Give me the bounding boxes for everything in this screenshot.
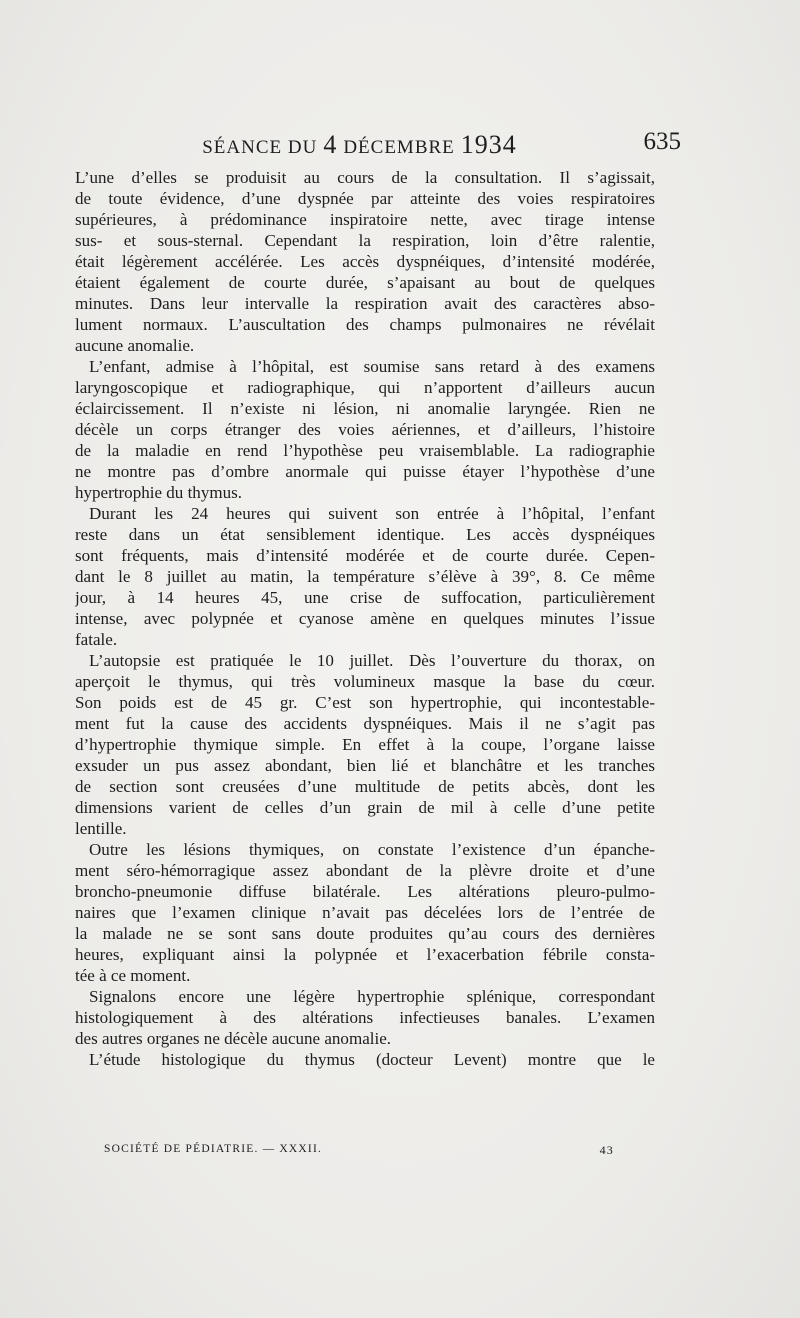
page-number: 635 [643,128,681,155]
body-text [75,167,655,1070]
text-line: étaient également de courte durée, s’apaisant au bout de quelques [75,273,655,292]
text-line: tée à ce moment. [75,966,191,985]
text-line: lentille. [75,819,127,838]
text-line: dant le 8 juillet au matin, la température s’élève à 39°, 8. Ce même [75,567,655,586]
footer-journal: SOCIÉTÉ DE PÉDIATRIE. — XXXII. [104,1143,323,1155]
text-line: Durant les 24 heures qui suivent son entrée à l’hôpital, l’enfant [89,504,655,523]
header-year: 1934 [460,130,517,159]
text-line: dimensions varient de celles d’un grain de mil à celle d’une petite [75,798,655,817]
text-line: Signalons encore une légère hypertrophie splénique, correspondant [89,987,655,1006]
text-line: reste dans un état sensiblement identique. Les accès dyspnéiques [75,525,655,544]
text-line: de section sont creusées d’une multitude de petits abcès, dont les [75,777,655,796]
text-line: d’hypertrophie thymique simple. En effet à la coupe, l’organe laisse [75,735,655,754]
footer-signature-mark: 43 [599,1143,614,1157]
text-line: L’autopsie est pratiquée le 10 juillet. Dès l’ouverture du thorax, on [89,651,655,670]
text-line: L’enfant, admise à l’hôpital, est soumise sans retard à des examens [89,357,655,376]
text-line: décèle un corps étranger des voies aériennes, et d’ailleurs, l’histoire [75,420,655,439]
text-line: sont fréquents, mais d’intensité modérée et de courte durée. Cepen- [75,546,655,565]
text-line: intense, avec polypnée et cyanose amène en quelques minutes l’issue [75,609,655,628]
text-line: exsuder un pus assez abondant, bien lié et blanchâtre et les tranches [75,756,655,775]
text-line: sus- et sous-sternal. Cependant la respiration, loin d’être ralentie, [75,231,655,250]
text-line: de la maladie en rend l’hypothèse peu vraisemblable. La radiographie [75,441,655,460]
text-line: broncho-pneumonie diffuse bilatérale. Les altérations pleuro-pulmo- [75,882,655,901]
text-line: supérieures, à prédominance inspiratoire nette, avec tirage intense [75,210,655,229]
text-line: histologiquement à des altérations infectieuses banales. L’examen [75,1008,655,1027]
text-line: lument normaux. L’auscultation des champs pulmonaires ne révélait [75,315,655,334]
text-line: ment fut la cause des accidents dyspnéiques. Mais il ne s’agit pas [75,714,655,733]
text-line: ment séro-hémorragique assez abondant de la plèvre droite et d’une [75,861,655,880]
text-line: aperçoit le thymus, qui très volumineux masque la base du cœur. [75,672,655,691]
text-line: Outre les lésions thymiques, on constate l’existence d’un épanche- [89,840,655,859]
text-line: était légèrement accélérée. Les accès dyspnéiques, d’intensité modérée, [75,252,655,271]
text-line: minutes. Dans leur intervalle la respiration avait des caractères abso- [75,294,655,313]
text-line: heures, expliquant ainsi la polypnée et l’exacerbation fébrile consta- [75,945,655,964]
header-day: 4 [323,130,338,159]
text-line: fatale. [75,630,118,649]
text-line: laryngoscopique et radiographique, qui n’apportent d’ailleurs aucun [75,378,655,397]
header-title [62,130,657,160]
text-line: L’étude histologique du thymus (docteur Levent) montre que le [89,1050,655,1069]
text-line: jour, à 14 heures 45, une crise de suffocation, particulièrement [75,588,655,607]
text-line: de toute évidence, d’une dyspnée par atteinte des voies respiratoires [75,189,655,208]
text-line: ne montre pas d’ombre anormale qui puisse étayer l’hypothèse d’une [75,462,655,481]
text-line: Son poids est de 45 gr. C’est son hypertrophie, qui incontestable- [75,693,655,712]
running-header [62,126,681,160]
text-line: aucune anomalie. [75,336,195,355]
text-line: éclaircissement. Il n’existe ni lésion, ni anomalie laryngée. Rien ne [75,399,655,418]
header-prefix: SÉANCE DU [202,137,318,158]
text-line: des autres organes ne décèle aucune anomalie. [75,1029,392,1048]
text-line: hypertrophie du thymus. [75,483,242,502]
text-line: naires que l’examen clinique n’avait pas décelées lors de l’entrée de [75,903,655,922]
text-line: L’une d’elles se produisit au cours de la consultation. Il s’agissait, [75,168,655,187]
header-month: DÉCEMBRE [343,137,455,158]
text-line: la malade ne se sont sans doute produites qu’au cours des dernières [75,924,655,943]
